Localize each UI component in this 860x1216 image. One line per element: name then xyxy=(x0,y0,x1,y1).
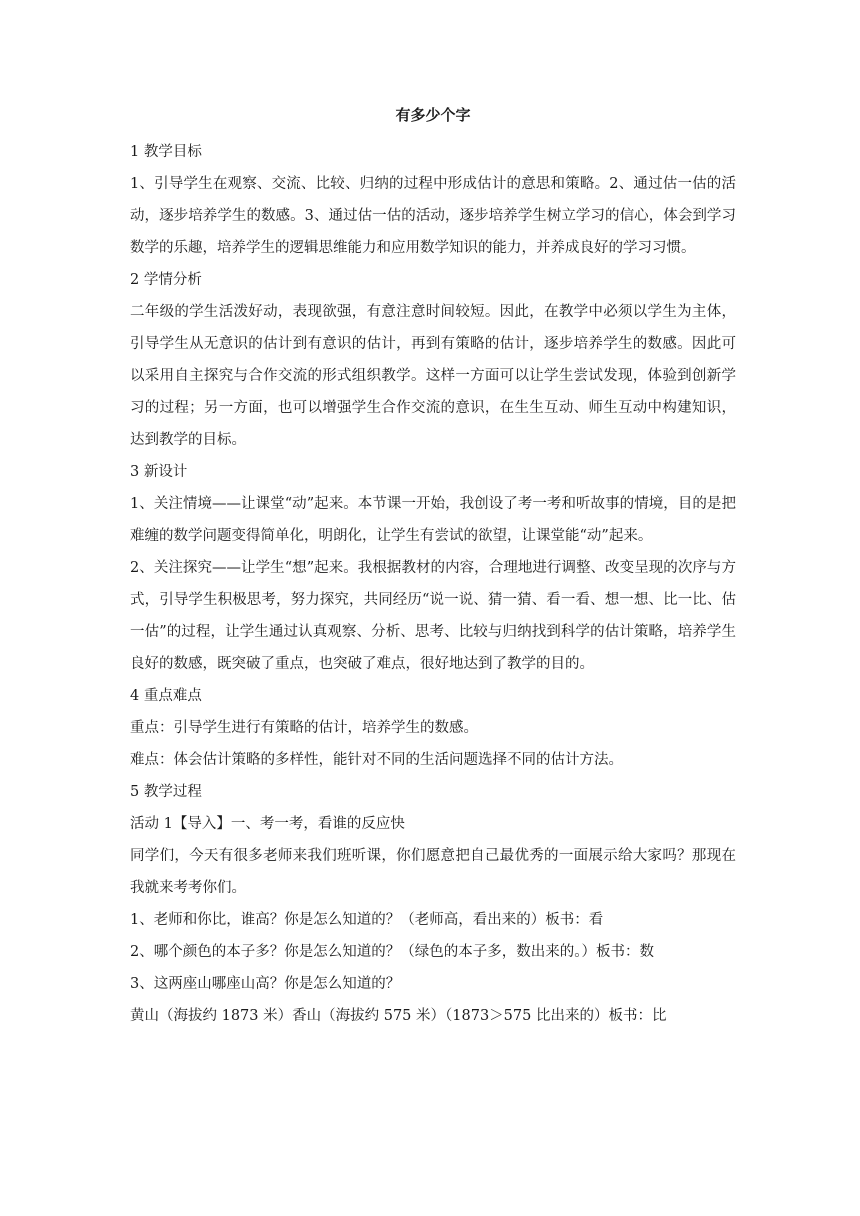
paragraph-analysis: 二年级的学生活泼好动，表现欲强，有意注意时间较短。因此，在教学中必须以学生为主体，引导学生从无意识的估计到有意识的估计，再到有策略的估计，逐步培养学生的数感。因此可以采用自主探究与合作交流的形式组织教学。这样一方面可以让学生尝试发现，体验到创新学习的过程；另一方面，也可以增强学生合作交流的意识，在生生互动、师生互动中构建知识，达到教学的目标。 xyxy=(130,304,736,448)
paragraph-design-1: 1、关注情境——让课堂“动”起来。本节课一开始，我创设了考一考和听故事的情境，目的是把难缠的数学问题变得简单化，明朗化，让学生有尝试的欲望，让课堂能“动”起来。 xyxy=(130,496,736,544)
paragraph-difficulty: 难点：体会估计策略的多样性，能针对不同的生活问题选择不同的估计方法。 xyxy=(130,752,623,768)
document-title: 有多少个字 xyxy=(395,106,471,124)
paragraph-mountains: 黄山（海拔约 1873 米）香山（海拔约 575 米）（1873＞575 比出来的）板书：比 xyxy=(130,1008,667,1024)
section-heading-analysis: 2 学情分析 xyxy=(130,272,202,288)
section-heading-design: 3 新设计 xyxy=(130,464,188,480)
section-heading-process: 5 教学过程 xyxy=(130,784,202,800)
section-heading-objectives: 1 教学目标 xyxy=(130,144,202,160)
paragraph-activity-1: 活动 1【导入】一、考一考，看谁的反应快 xyxy=(130,816,405,832)
paragraph-design-2: 2、关注探究——让学生“想”起来。我根据教材的内容，合理地进行调整、改变呈现的次序与方式，引导学生积极思考，努力探究，共同经历“说一说、猜一猜、看一看、想一想、比一比、估一估”的过程，让学生通过认真观察、分析、思考、比较与归纳找到科学的估计策略，培养学生良好的数感，既突破了重点，也突破了难点，很好地达到了教学的目的。 xyxy=(130,560,736,672)
section-heading-key-points: 4 重点难点 xyxy=(130,688,202,704)
paragraph-question-1: 1、老师和你比，谁高？你是怎么知道的？（老师高，看出来的）板书：看 xyxy=(130,912,604,928)
document-page xyxy=(130,104,736,1032)
paragraph-question-2: 2、哪个颜色的本子多？你是怎么知道的？（绿色的本子多，数出来的。）板书：数 xyxy=(130,944,654,960)
paragraph-key-point: 重点：引导学生进行有策略的估计，培养学生的数感。 xyxy=(130,720,478,736)
paragraph-objectives: 1、引导学生在观察、交流、比较、归纳的过程中形成估计的意思和策略。2、通过估一估的活动，逐步培养学生的数感。3、通过估一估的活动，逐步培养学生树立学习的信心，体会到学习数学的乐趣，培养学生的逻辑思维能力和应用数学知识的能力，并养成良好的学习习惯。 xyxy=(130,176,736,256)
paragraph-question-3: 3、这两座山哪座山高？你是怎么知道的？ xyxy=(130,976,401,992)
paragraph-intro: 同学们，今天有很多老师来我们班听课，你们愿意把自己最优秀的一面展示给大家吗？那现在我就来考考你们。 xyxy=(130,848,736,896)
